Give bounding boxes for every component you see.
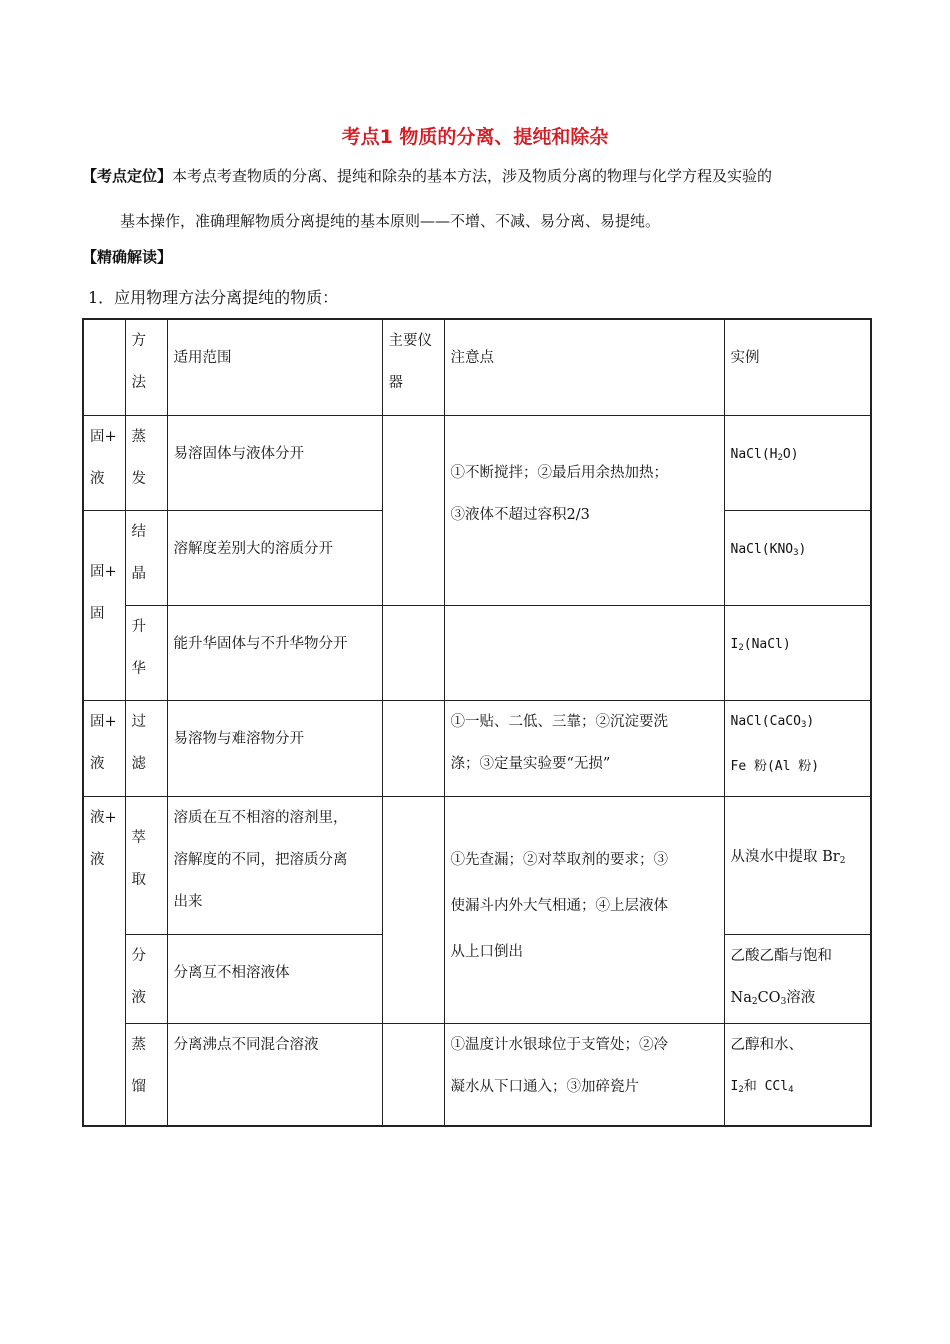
- category-cell: 固+ 液: [83, 700, 125, 796]
- category-cell: 固+ 固: [83, 510, 125, 700]
- table-row: [83, 1023, 871, 1126]
- method-cell: 萃 取: [125, 796, 167, 934]
- intro-line-2: 基本操作，准确理解物质分离提纯的基本原则——不增、不减、易分离、易提纯。: [120, 212, 661, 230]
- header-example: 实例: [724, 319, 871, 415]
- method-cell: 分 液: [125, 934, 167, 1023]
- method-cell: 蒸 发: [125, 415, 167, 510]
- page-title: 考点1 物质的分离、提纯和除杂: [341, 126, 609, 148]
- example-cell: $NaCl(KNO_3)$: [724, 510, 871, 605]
- notes-cell: ①温度计水银球位于支管处；②冷 凝水从下口通入；③加碎瓷片: [444, 1023, 724, 1126]
- method-cell: 蒸 馏: [125, 1023, 167, 1126]
- table-row: [83, 700, 871, 796]
- method-cell: 过 滤: [125, 700, 167, 796]
- scope-cell: 易溶固体与液体分开: [167, 415, 382, 510]
- intro-text-1: 本考点考查物质的分离、提纯和除杂的基本方法，涉及物质分离的物理与化学方程及实验的: [172, 167, 773, 185]
- example-cell: 从溴水中提取 $Br_2$: [724, 796, 871, 934]
- notes-cell: ①先查漏；②对萃取剂的要求；③ 使漏斗内外大气相通；④上层液体 从上口倒出: [444, 796, 724, 1023]
- header-scope: 适用范围: [167, 319, 382, 415]
- scope-cell: 分离沸点不同混合溶液: [167, 1023, 382, 1126]
- intro-label: 【考点定位】: [82, 167, 173, 185]
- example-cell: $NaCl(H_2O)$: [724, 415, 871, 510]
- scope-cell: 易溶物与难溶物分开: [167, 700, 382, 796]
- instrument-cell: [382, 605, 444, 700]
- notes-cell: ①一贴、二低、三靠；②沉淀要洗 涤；③定量实验要“无损”: [444, 700, 724, 796]
- table-row: [83, 605, 871, 700]
- method-cell: 升 华: [125, 605, 167, 700]
- notes-cell: [444, 605, 724, 700]
- category-cell: 液+ 液: [83, 796, 125, 1126]
- method-cell: 结 晶: [125, 510, 167, 605]
- section-heading: 1．应用物理方法分离提纯的物质：: [88, 288, 339, 307]
- instrument-cell: [382, 796, 444, 1023]
- header-method: 方 法: [125, 319, 167, 415]
- example-cell: $I_2(NaCl)$: [724, 605, 871, 700]
- scope-cell: 溶解度差别大的溶质分开: [167, 510, 382, 605]
- table-row: [83, 415, 871, 510]
- example-cell: NaCl(CaCO$_3$) Fe 粉(Al 粉): [724, 700, 871, 796]
- separation-table: [82, 318, 872, 1127]
- scope-cell: 溶质在互不相溶的溶剂里， 溶解度的不同，把溶质分离 出来: [167, 796, 382, 934]
- scope-cell: 能升华固体与不升华物分开: [167, 605, 382, 700]
- example-cell: 乙醇和水、 $I_2$和 CCl$_4$: [724, 1023, 871, 1126]
- header-notes: 注意点: [444, 319, 724, 415]
- intro-line-1: [82, 165, 882, 186]
- scope-cell: 分离互不相溶液体: [167, 934, 382, 1023]
- instrument-cell: [382, 700, 444, 796]
- instrument-cell: [382, 415, 444, 605]
- table-row: [83, 796, 871, 934]
- category-cell: 固+ 液: [83, 415, 125, 510]
- notes-cell: ①不断搅拌；②最后用余热加热； ③液体不超过容积2/3: [444, 415, 724, 605]
- instrument-cell: [382, 1023, 444, 1126]
- header-category-cell: [83, 319, 125, 415]
- section-label: 【精确解读】: [82, 248, 173, 266]
- table-header-row: [83, 319, 871, 415]
- example-cell: 乙酸乙酯与饱和 $Na_2CO_3$溶液: [724, 934, 871, 1023]
- header-instrument: 主要仪 器: [382, 319, 444, 415]
